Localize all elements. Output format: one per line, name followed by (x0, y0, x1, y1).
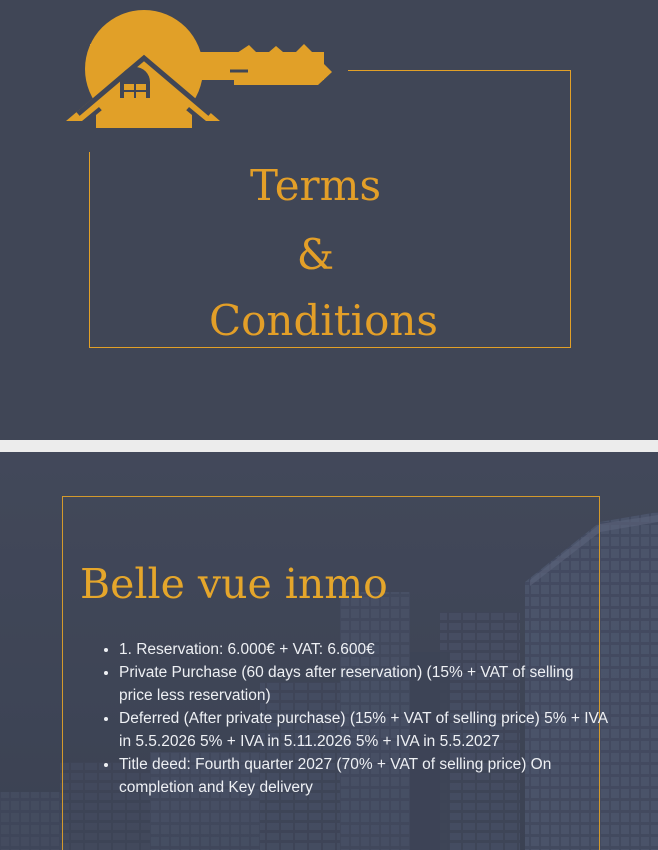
term-item: • Title deed: Fourth quarter 2027 (70% + VAT of selling price) On completion and Key delivery (119, 753, 609, 799)
title-frame-top (348, 70, 570, 71)
term-item: • Deferred (After private purchase) (15% + VAT of selling price) 5% + IVA in 5.5.2026 5% + IVA in 5.11.2026 5% + IVA in 5.5.2027 (119, 707, 609, 753)
title-line-2: & (296, 230, 335, 279)
terms-list (100, 638, 609, 799)
title-line-3: Conditions (209, 296, 438, 345)
term-item: • 1. Reservation: 6.000€ + VAT: 6.600€ (119, 638, 609, 661)
title-line-1: Terms (249, 161, 382, 210)
term-item: • Private Purchase (60 days after reservation) (15% + VAT of selling price less reservation) (119, 661, 609, 707)
company-heading: Belle vue inmo (80, 560, 388, 608)
terms-slide (0, 452, 658, 850)
